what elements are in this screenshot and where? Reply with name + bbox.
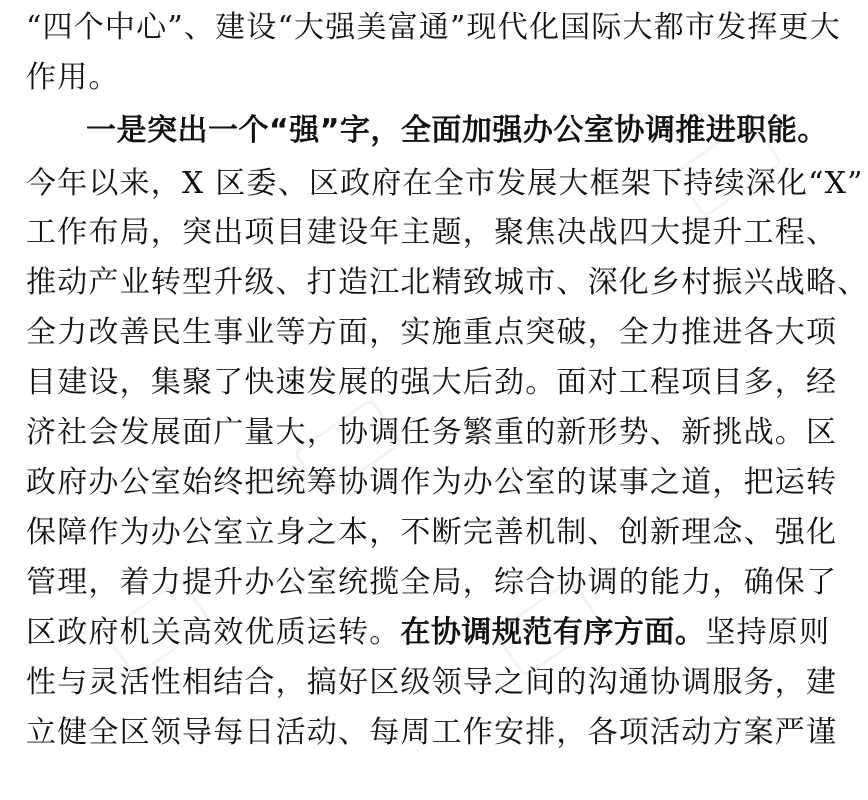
text-line-mixed xyxy=(26,608,831,658)
text-line: 济社会发展面广量大，协调任务繁重的新形势、新挑战。区 xyxy=(26,415,838,450)
text-run: 坚持原则 xyxy=(705,615,831,650)
text-line: 目建设，集聚了快速发展的强大后劲。面对工程项目多，经 xyxy=(26,365,838,400)
bold-subheading: 在协调规范有序方面。 xyxy=(400,615,706,650)
text-line: 推动产业转型升级、打造江北精致城市、深化乡村振兴战略、 xyxy=(26,265,868,300)
document-page xyxy=(26,0,868,800)
text-line: 今年以来，X 区委、区政府在全市发展大框架下持续深化“X” xyxy=(26,166,864,201)
text-line: “四个中心”、建设“大强美富通”现代化国际大都市发挥更大 xyxy=(26,10,841,45)
text-run: 区政府机关高效优质运转。 xyxy=(26,615,401,650)
text-line: 政府办公室始终把统筹协调作为办公室的谋事之道，把运转 xyxy=(26,465,838,500)
text-line: 管理，着力提升办公室统揽全局，综合协调的能力，确保了 xyxy=(26,565,838,600)
text-line: 工作布局，突出项目建设年主题，聚焦决战四大提升工程、 xyxy=(26,215,838,250)
text-line: 全力改善民生事业等方面，实施重点突破，全力推进各大项 xyxy=(26,315,838,350)
text-line: 保障作为办公室立身之本，不断完善机制、创新理念、强化 xyxy=(26,515,838,550)
text-line: 性与灵活性相结合，搞好区级领导之间的沟通协调服务，建 xyxy=(26,665,838,700)
text-line: 作用。 xyxy=(26,60,120,95)
section-heading: 一是突出一个“强”字，全面加强办公室协调推进职能。 xyxy=(86,113,828,148)
text-line: 立健全区领导每日活动、每周工作安排，各项活动方案严谨 xyxy=(26,715,838,750)
